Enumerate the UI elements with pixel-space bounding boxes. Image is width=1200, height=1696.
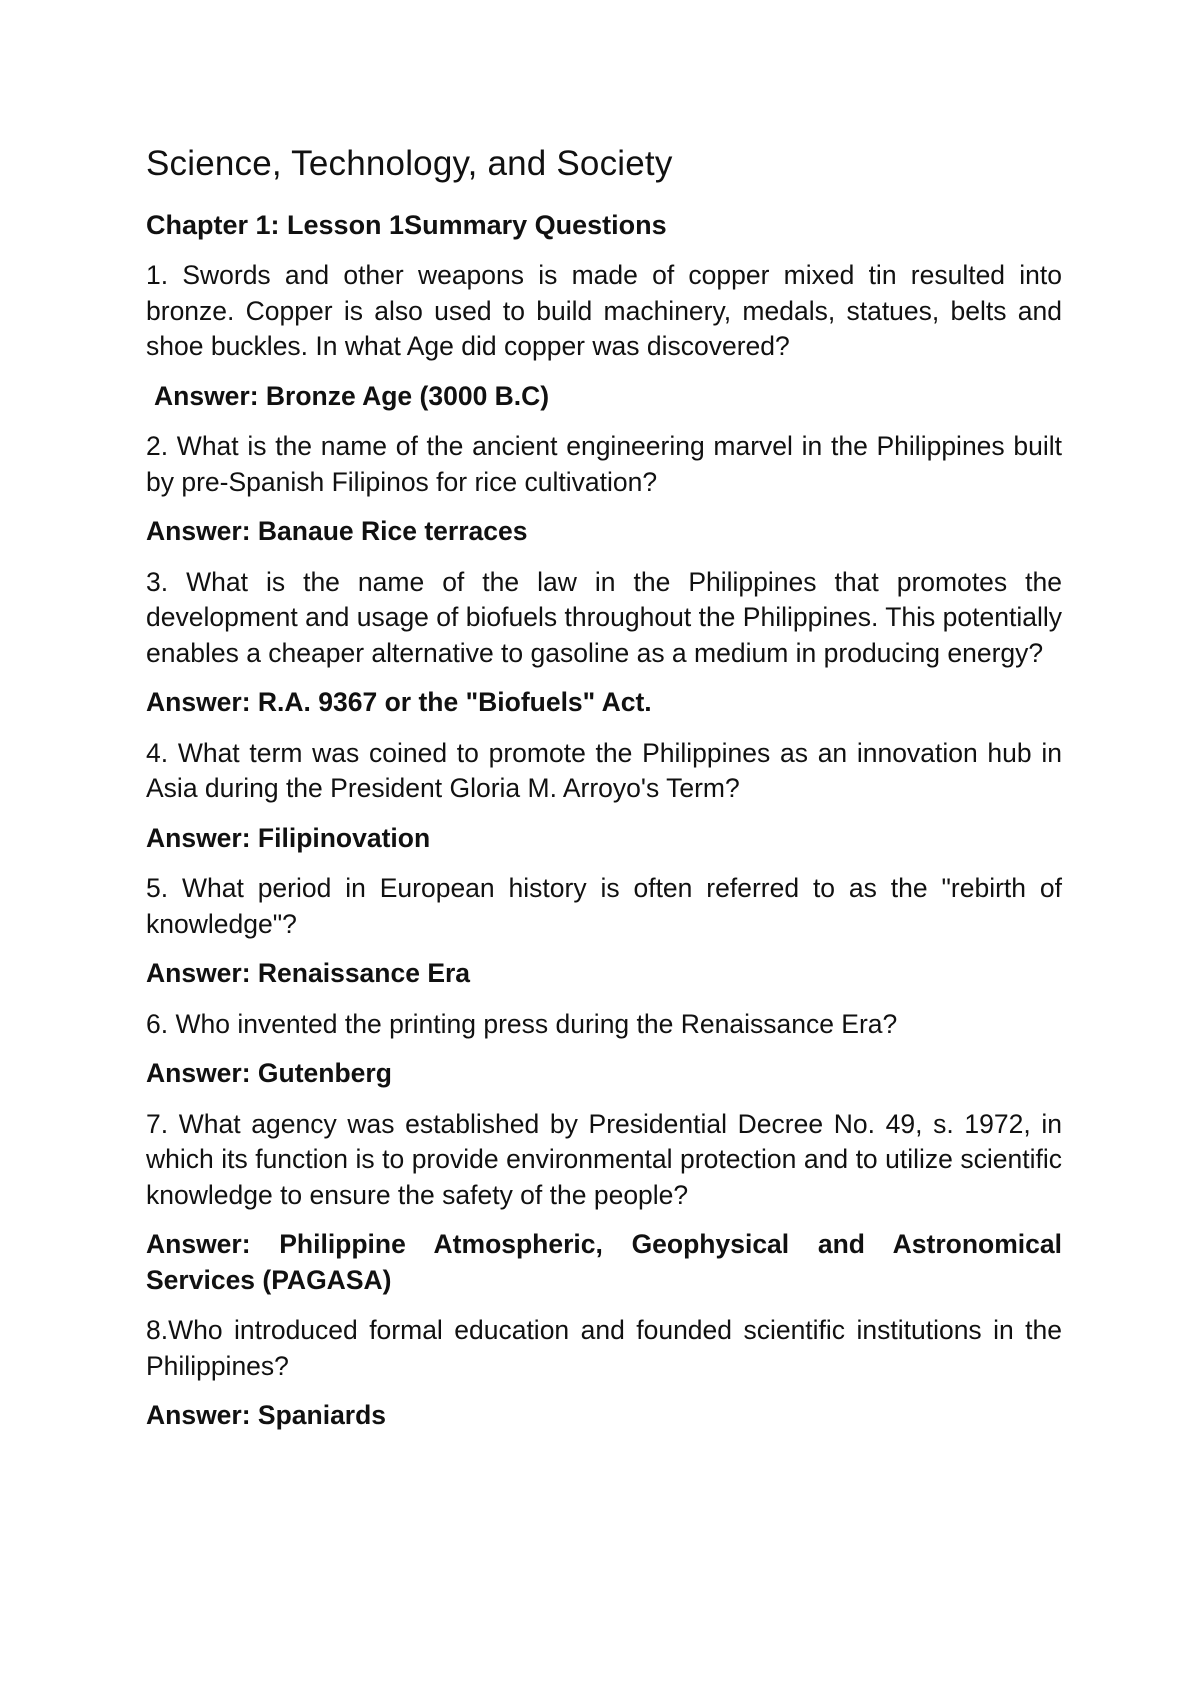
document-title: Science, Technology, and Society — [146, 144, 673, 183]
answer-5: Answer: Renaissance Era — [146, 958, 471, 988]
answer-2: Answer: Banaue Rice terraces — [146, 516, 528, 546]
answer-6: Answer: Gutenberg — [146, 1058, 392, 1088]
question-1: 1. Swords and other weapons is made of copper mixed tin resulted into bronze. Copper is also used to build machinery, medals, statues, belts and shoe buckles. In what Age did copper was discovered? — [146, 260, 1062, 361]
answer-3: Answer: R.A. 9367 or the "Biofuels" Act. — [146, 687, 652, 717]
question-8: 8.Who introduced formal education and founded scientific institutions in the Philippines? — [146, 1315, 1062, 1381]
question-2: 2. What is the name of the ancient engineering marvel in the Philippines built by pre-Spanish Filipinos for rice cultivation? — [146, 431, 1062, 497]
document-page — [146, 142, 1062, 1449]
answer-7: Answer: Philippine Atmospheric, Geophysical and Astronomical Services (PAGASA) — [146, 1229, 1062, 1295]
question-6: 6. Who invented the printing press during the Renaissance Era? — [146, 1008, 898, 1039]
qa-item-6 — [146, 1007, 1062, 1092]
chapter-heading: Chapter 1: Lesson 1Summary Questions — [146, 210, 667, 240]
qa-item-3 — [146, 565, 1062, 721]
qa-item-5 — [146, 871, 1062, 992]
question-4: 4. What term was coined to promote the Philippines as an innovation hub in Asia during the President Gloria M. Arroyo's Term? — [146, 737, 1062, 803]
answer-1: Answer: Bronze Age (3000 B.C) — [154, 380, 550, 411]
qa-item-1 — [146, 258, 1062, 414]
answer-4: Answer: Filipinovation — [146, 822, 431, 853]
question-3: 3. What is the name of the law in the Philippines that promotes the development and usage of biofuels throughout the Philippines. This potentially enables a cheaper alternative to gasoline as a medium in producing energy? — [146, 566, 1062, 668]
qa-item-2 — [146, 429, 1062, 550]
qa-item-8 — [146, 1313, 1062, 1434]
question-5: 5. What period in European history is often referred to as the "rebirth of knowledge"? — [146, 873, 1062, 939]
question-7: 7. What agency was established by Presidential Decree No. 49, s. 1972, in which its function is to provide environmental protection and to utilize scientific knowledge to ensure the safety of the people? — [146, 1108, 1062, 1210]
qa-item-7 — [146, 1107, 1062, 1299]
answer-8: Answer: Spaniards — [146, 1400, 387, 1430]
qa-item-4 — [146, 736, 1062, 857]
